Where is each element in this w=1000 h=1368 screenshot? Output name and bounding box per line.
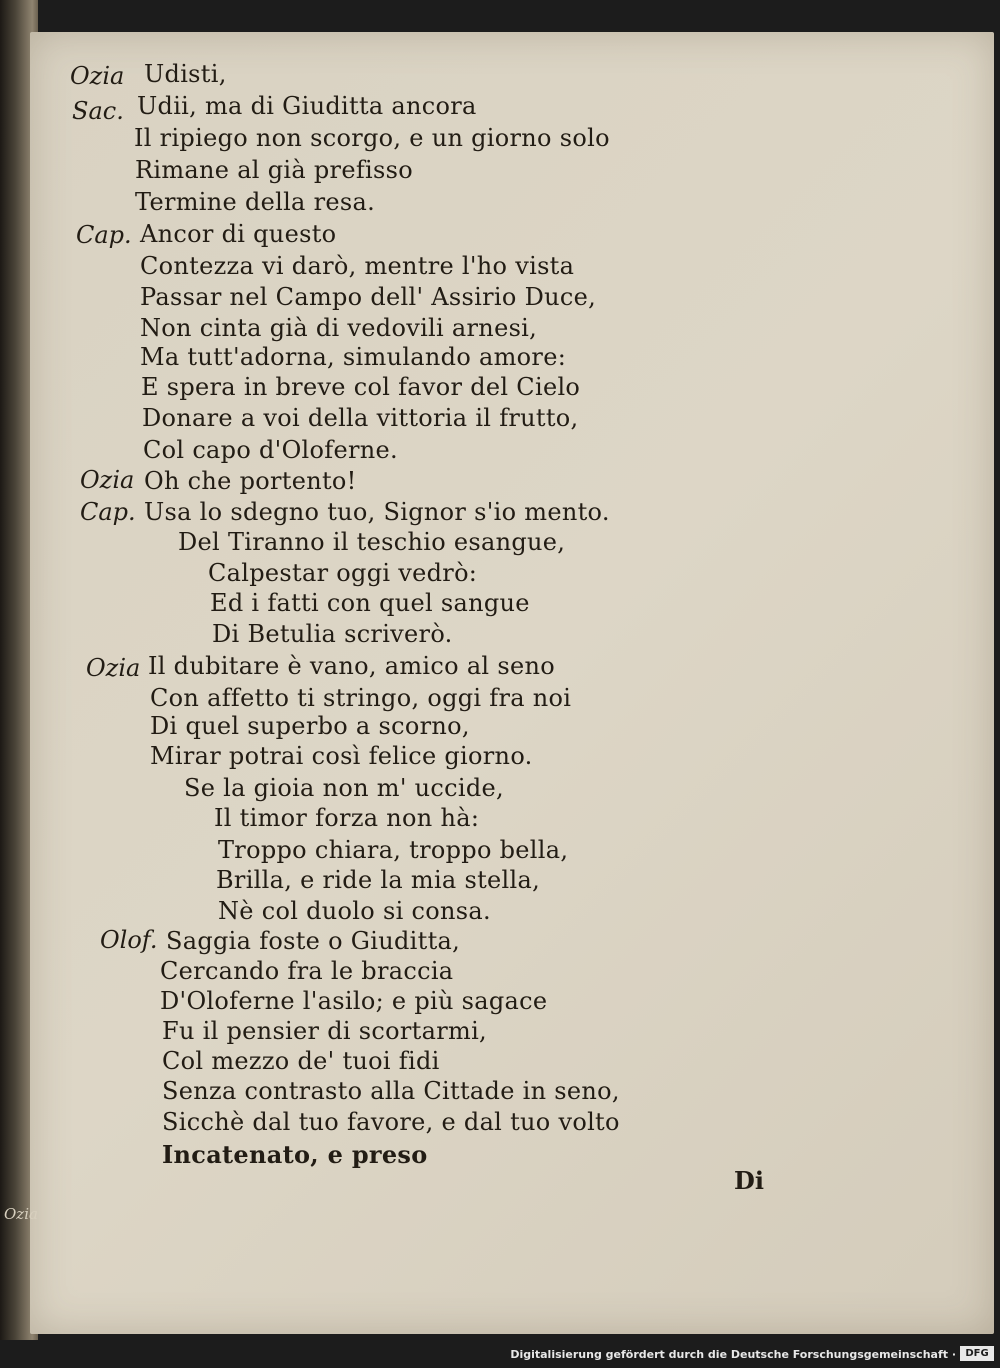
verse-line: Cercando fra le braccia [160,957,454,985]
verse-line: Oh che portento! [144,467,357,495]
speaker-label: Olof. [100,926,158,954]
speaker-label: Ozia [80,466,135,494]
speaker-label: Cap. [80,498,136,526]
verse-line: Brilla, e ride la mia stella, [216,866,541,894]
verse-line: Il dubitare è vano, amico al seno [148,652,555,680]
verse-line: Passar nel Campo dell' Assirio Duce, [140,283,597,311]
catchword: Di [734,1166,764,1195]
verse-line: E spera in breve col favor del Cielo [141,373,581,401]
verse-line: Calpestar oggi vedrò: [208,559,478,587]
speaker-label: Ozia [70,62,125,90]
verse-line: Con affetto ti stringo, oggi fra noi [150,684,572,712]
margin-note: Ozia [4,1205,38,1223]
speaker-label: Ozia [86,654,141,682]
verse-line: Contezza vi darò, mentre l'ho vista [140,252,575,280]
verse-line: Di quel superbo a scorno, [150,712,470,740]
verse-line: Il ripiego non scorgo, e un giorno solo [134,124,610,152]
verse-line: Ancor di questo [140,220,337,248]
verse-line: Fu il pensier di scortarmi, [162,1017,487,1045]
verse-line: Il timor forza non hà: [214,804,480,832]
verse-line: Troppo chiara, troppo bella, [218,836,569,864]
verse-line: Col capo d'Oloferne. [143,436,398,464]
verse-line: Ed i fatti con quel sangue [210,589,530,617]
verse-line: Udisti, [144,60,227,88]
verse-line: Udii, ma di Giuditta ancora [137,92,477,120]
verse-line: Donare a voi della vittoria il frutto, [142,404,579,432]
verse-line: Non cinta già di vedovili arnesi, [140,314,538,342]
verse-line: Sicchè dal tuo favore, e dal tuo volto [162,1108,620,1136]
verse-line: Usa lo sdegno tuo, Signor s'io mento. [144,498,610,526]
verse-line: Incatenato, e preso [162,1140,428,1169]
verse-line: Se la gioia non m' uccide, [184,774,504,802]
verse-line: Senza contrasto alla Cittade in seno, [162,1077,620,1105]
funding-credit: Digitalisierung gefördert durch die Deutsche Forschungsgemeinschaft · [510,1348,956,1361]
verse-line: Del Tiranno il teschio esangue, [178,528,566,556]
verse-line: Rimane al già prefisso [135,156,413,184]
verse-line: Di Betulia scriverò. [212,620,453,648]
verse-line: Termine della resa. [135,188,376,216]
speaker-label: Cap. [76,221,132,249]
verse-line: Mirar potrai così felice giorno. [150,742,533,770]
verse-line: Col mezzo de' tuoi fidi [162,1047,440,1075]
verse-line: Saggia foste o Giuditta, [166,927,461,955]
dfg-logo: DFG [960,1346,994,1361]
verse-line: Ma tutt'adorna, simulando amore: [140,343,567,371]
verse-line: D'Oloferne l'asilo; e più sagace [160,987,548,1015]
verse-line: Nè col duolo si consa. [218,897,491,925]
speaker-label: Sac. [72,97,124,125]
